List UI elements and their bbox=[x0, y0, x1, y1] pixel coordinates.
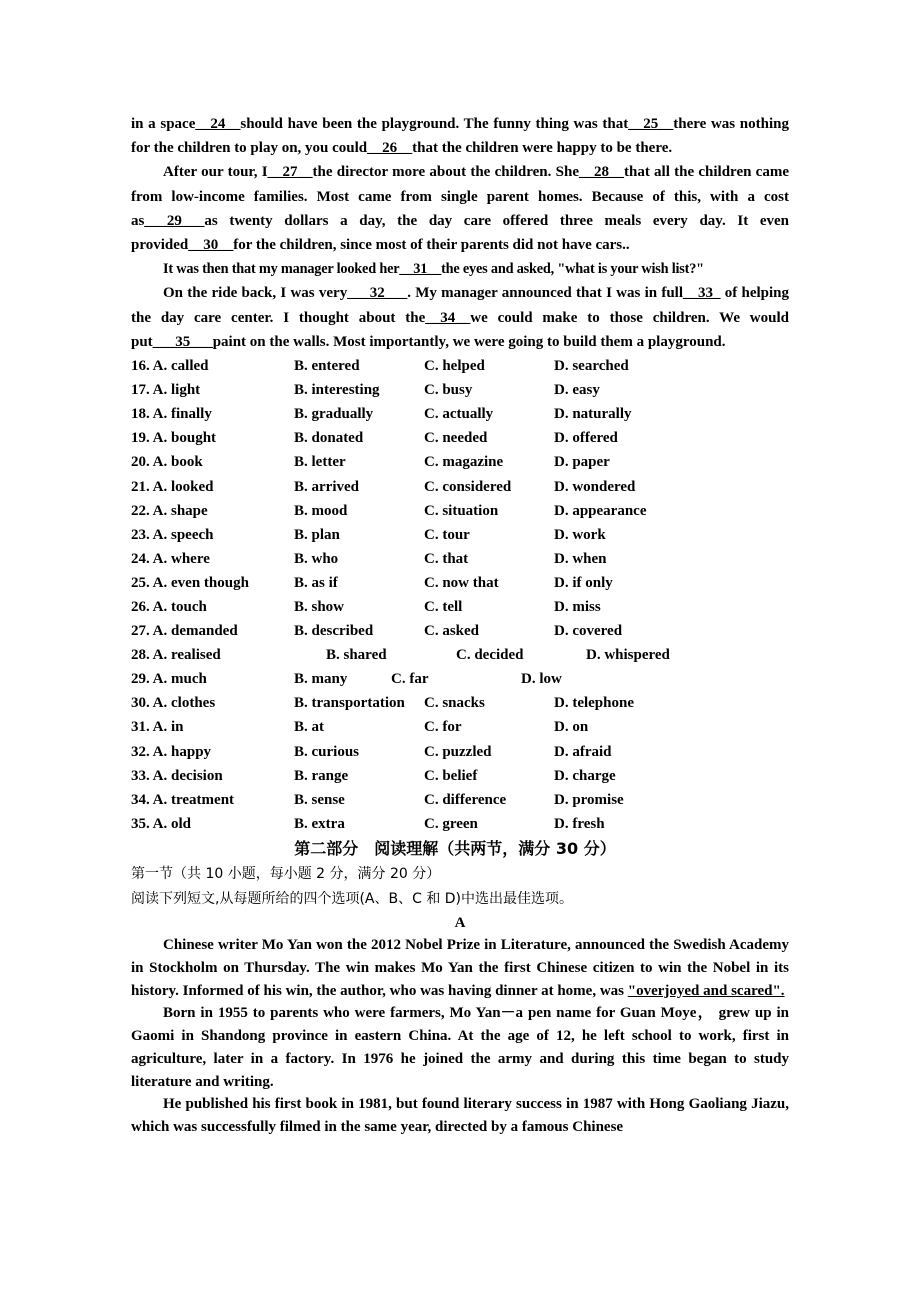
question-row bbox=[131, 571, 789, 595]
reading-instruction: 阅读下列短文,从每题所给的四个选项(A、B、C 和 D)中选出最佳选项。 bbox=[131, 890, 574, 907]
question-row bbox=[131, 691, 789, 715]
blank: __27__ bbox=[267, 164, 313, 181]
blank: __30__ bbox=[188, 237, 234, 254]
text: He published his first book in 1981, but found literary success in 1987 with Hong Gaoliang Jiazu, which was successfully filmed in the same year, directed by a famous Chinese bbox=[131, 1096, 789, 1136]
reading-paragraph bbox=[131, 1002, 789, 1093]
option-n: 18. A. finally bbox=[131, 406, 212, 423]
text: of helping the day care center. I thought about the bbox=[131, 285, 790, 326]
option-d: D. if only bbox=[554, 574, 613, 591]
option-c: C. tell bbox=[424, 598, 463, 615]
text: Chinese writer Mo Yan won the 2012 Nobel Prize in Literature, announced the Swedish Academy in Stockholm on Thursday. The win makes Mo Yan the first Chinese citizen to win the Nobel in its history. Informed of his win, the author, who was having dinner at home, was bbox=[131, 936, 789, 999]
question-row bbox=[131, 547, 789, 571]
option-c: C. busy bbox=[424, 382, 473, 399]
option-b: B. show bbox=[294, 598, 345, 615]
question-row bbox=[131, 619, 789, 643]
option-b: B. mood bbox=[294, 502, 348, 519]
option-d: D. covered bbox=[554, 623, 623, 640]
option-c: C. magazine bbox=[424, 454, 504, 471]
option-b: B. shared bbox=[326, 647, 387, 664]
question-row bbox=[131, 378, 789, 402]
option-n: 31. A. in bbox=[131, 719, 184, 736]
text: the eyes and asked, "what is your wish list?" bbox=[441, 261, 704, 278]
text: After our tour, I bbox=[163, 164, 268, 181]
question-row bbox=[131, 499, 789, 523]
question-row bbox=[131, 354, 789, 378]
cloze-questions bbox=[131, 354, 789, 836]
option-c: C. puzzled bbox=[424, 743, 492, 760]
option-b: B. interesting bbox=[294, 382, 380, 399]
text: for the children, since most of their parents did not have cars.. bbox=[233, 237, 630, 254]
reading-passage-a bbox=[131, 934, 789, 1139]
blank: ___29___ bbox=[144, 212, 205, 229]
option-b: B. plan bbox=[294, 526, 340, 543]
option-d: D. offered bbox=[554, 430, 618, 447]
text: . My manager announced that I was in full bbox=[407, 285, 684, 302]
blank: __28__ bbox=[578, 164, 624, 181]
option-c: C. snacks bbox=[424, 695, 485, 712]
option-d: D. charge bbox=[554, 767, 616, 784]
text: that all the children came from low-income families. Most came from single parent homes. Because of this, with a cost as bbox=[131, 164, 789, 229]
question-row bbox=[131, 475, 789, 499]
text: that the children were happy to be there. bbox=[412, 140, 673, 157]
option-d: D. work bbox=[554, 526, 606, 543]
option-c: C. far bbox=[391, 671, 429, 688]
option-b: B. letter bbox=[294, 454, 346, 471]
question-row bbox=[131, 740, 789, 764]
text: paint on the walls. Most importantly, we were going to build them a playground. bbox=[212, 333, 726, 350]
question-row bbox=[131, 595, 789, 619]
option-n: 19. A. bought bbox=[131, 430, 217, 447]
option-c: C. difference bbox=[424, 791, 507, 808]
question-row bbox=[131, 402, 789, 426]
text: there was nothing for the children to play on, you could bbox=[131, 116, 789, 157]
option-n: 28. A. realised bbox=[131, 647, 221, 664]
option-d: D. paper bbox=[554, 454, 610, 471]
question-row bbox=[131, 426, 789, 450]
question-row bbox=[131, 643, 789, 667]
text: On the ride back, I was very bbox=[163, 285, 348, 302]
blank: ___35___ bbox=[152, 333, 213, 350]
option-n: 32. A. happy bbox=[131, 743, 212, 760]
option-d: D. when bbox=[554, 550, 607, 567]
option-n: 21. A. looked bbox=[131, 478, 214, 495]
option-n: 25. A. even though bbox=[131, 574, 249, 591]
question-row bbox=[131, 764, 789, 788]
blank: __24__ bbox=[195, 116, 241, 132]
option-n: 30. A. clothes bbox=[131, 695, 216, 712]
blank: ___32___ bbox=[347, 285, 408, 302]
option-d: D. easy bbox=[554, 382, 600, 399]
option-d: D. miss bbox=[554, 598, 601, 615]
option-c: C. considered bbox=[424, 478, 512, 495]
option-b: B. at bbox=[294, 719, 324, 736]
option-c: C. decided bbox=[456, 647, 524, 664]
text: as twenty dollars a day, the day care offered three meals every day. It even provided bbox=[131, 212, 789, 254]
option-b: B. arrived bbox=[294, 478, 359, 495]
option-n: 33. A. decision bbox=[131, 767, 223, 784]
option-c: C. situation bbox=[424, 502, 499, 519]
option-b: B. who bbox=[294, 550, 339, 567]
option-b: B. entered bbox=[294, 358, 360, 375]
option-c: C. green bbox=[424, 815, 478, 832]
option-c: C. now that bbox=[424, 574, 499, 591]
option-d: D. wondered bbox=[554, 478, 636, 495]
option-n: 27. A. demanded bbox=[131, 623, 238, 640]
option-n: 34. A. treatment bbox=[131, 791, 235, 808]
option-c: C. for bbox=[424, 719, 462, 736]
option-b: B. extra bbox=[294, 815, 345, 832]
option-d: D. afraid bbox=[554, 743, 612, 760]
option-c: C. belief bbox=[424, 767, 478, 784]
option-d: D. fresh bbox=[554, 815, 605, 832]
cloze-paragraph bbox=[131, 112, 789, 160]
exam-page bbox=[131, 112, 789, 1139]
option-n: 17. A. light bbox=[131, 382, 201, 399]
text: the director more about the children. She bbox=[312, 164, 579, 181]
question-row bbox=[131, 788, 789, 812]
blank: "overjoyed and scared". bbox=[627, 982, 785, 999]
reading-paragraph bbox=[131, 1093, 789, 1139]
option-b: B. many bbox=[294, 671, 348, 688]
option-b: B. curious bbox=[294, 743, 360, 760]
option-n: 29. A. much bbox=[131, 671, 207, 688]
option-b: B. sense bbox=[294, 791, 345, 808]
option-n: 24. A. where bbox=[131, 550, 210, 567]
question-row bbox=[131, 667, 789, 691]
question-row bbox=[131, 450, 789, 474]
option-d: D. low bbox=[521, 671, 562, 688]
blank: __34__ bbox=[425, 309, 471, 326]
blank: __26__ bbox=[367, 140, 413, 157]
option-c: C. tour bbox=[424, 526, 470, 543]
option-d: D. appearance bbox=[554, 502, 647, 519]
question-row bbox=[131, 812, 789, 836]
option-b: B. range bbox=[294, 767, 349, 784]
option-b: B. described bbox=[294, 623, 374, 640]
blank: __33_ bbox=[683, 285, 721, 302]
option-n: 23. A. speech bbox=[131, 526, 214, 543]
option-b: B. donated bbox=[294, 430, 364, 447]
blank: __25__ bbox=[628, 116, 674, 132]
text: in a space bbox=[131, 116, 196, 132]
option-n: 16. A. called bbox=[131, 358, 209, 375]
option-d: D. on bbox=[554, 719, 589, 736]
option-c: C. asked bbox=[424, 623, 480, 640]
option-n: 26. A. touch bbox=[131, 598, 207, 615]
option-d: D. promise bbox=[554, 791, 624, 808]
option-n: 35. A. old bbox=[131, 815, 192, 832]
text: we could make to those children. We would put bbox=[131, 309, 789, 350]
option-c: C. actually bbox=[424, 406, 494, 423]
cloze-paragraph bbox=[131, 257, 789, 281]
option-d: D. telephone bbox=[554, 695, 634, 712]
question-row bbox=[131, 715, 789, 739]
text: It was then that my manager looked her bbox=[163, 261, 400, 278]
blank: __31__ bbox=[399, 261, 442, 278]
reading-paragraph bbox=[131, 934, 789, 1002]
option-c: C. needed bbox=[424, 430, 488, 447]
text: should have been the playground. The funny thing was that bbox=[240, 116, 629, 132]
option-b: B. transportation bbox=[294, 695, 405, 712]
option-d: D. whispered bbox=[586, 647, 670, 664]
cloze-paragraph bbox=[131, 281, 789, 354]
question-row bbox=[131, 523, 789, 547]
option-c: C. that bbox=[424, 550, 469, 567]
text: Born in 1955 to parents who were farmers, Mo Yan－a pen name for Guan Moye， grew up in Gaomi in Shandong province in eastern China. At the age of 12, he left school to work, first in agriculture, later in a factory. In 1976 he joined the army and during this time began to study literature and writing. bbox=[131, 1005, 789, 1090]
option-b: B. gradually bbox=[294, 406, 374, 423]
part2-title: 第二部分 阅读理解（共两节，满分 30 分） bbox=[294, 838, 616, 858]
cloze-paragraph bbox=[131, 160, 789, 257]
option-b: B. as if bbox=[294, 574, 338, 591]
passage-label: A bbox=[454, 914, 466, 931]
option-n: 22. A. shape bbox=[131, 502, 208, 519]
option-d: D. searched bbox=[554, 358, 629, 375]
cloze-passage bbox=[131, 112, 789, 354]
section1-heading: 第一节（共 10 小题，每小题 2 分，满分 20 分） bbox=[131, 865, 441, 882]
option-d: D. naturally bbox=[554, 406, 632, 423]
option-n: 20. A. book bbox=[131, 454, 203, 471]
option-c: C. helped bbox=[424, 358, 485, 375]
